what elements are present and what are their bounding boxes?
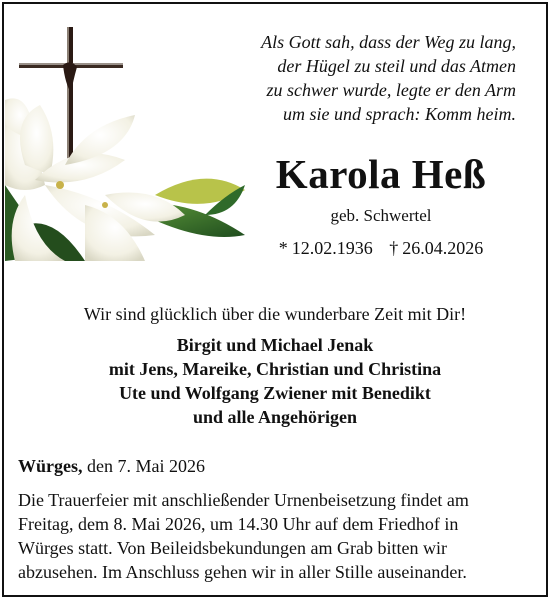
notice-line: Freitag, dem 8. Mai 2026, um 14.30 Uhr auf dem Friedhof in — [18, 514, 459, 534]
cross-with-lilies-image — [5, 5, 247, 261]
life-dates — [250, 238, 512, 259]
family-list — [0, 333, 550, 429]
birth-symbol: * — [278, 238, 288, 258]
notice-line: abzusehen. Im Anschluss gehen wir in aller Stille auseinander. — [18, 562, 467, 582]
lily-flowers-icon — [5, 98, 185, 261]
place-date — [18, 456, 205, 477]
place: Würges, — [18, 456, 83, 476]
family-line: und alle Angehörigen — [192, 407, 358, 427]
family-line: Birgit und Michael Jenak — [176, 335, 374, 355]
poem-line: Als Gott sah, dass der Weg zu lang, — [261, 32, 516, 52]
poem-line: zu schwer wurde, legte er den Arm — [266, 80, 516, 100]
family-line: mit Jens, Mareike, Christian und Christina — [108, 359, 442, 379]
maiden-name: geb. Schwertel — [330, 206, 432, 225]
family-line: Ute und Wolfgang Zwiener mit Benedikt — [119, 383, 431, 403]
birth-date-value: 12.02.1936 — [291, 238, 373, 258]
poem-line: der Hügel zu steil und das Atmen — [277, 56, 516, 76]
death-date-value: 26.04.2026 — [402, 238, 484, 258]
deceased-name: Karola Heß — [275, 151, 487, 197]
death-symbol: † — [389, 238, 399, 258]
death-date — [389, 238, 483, 258]
birth-date — [279, 238, 373, 258]
thanks-line: Wir sind glücklich über die wunderbare Zeit mit Dir! — [83, 304, 467, 324]
notice-line: Die Trauerfeier mit anschließender Urnenbeisetzung findet am — [18, 490, 469, 510]
notice-line: Würges statt. Von Beileidsbekundungen am Grab bitten wir — [18, 538, 447, 558]
funeral-notice — [18, 488, 532, 584]
date: den 7. Mai 2026 — [87, 456, 205, 476]
cross-lilies-svg — [5, 5, 247, 261]
poem-line: um sie und sprach: Komm heim. — [283, 104, 516, 124]
poem — [220, 30, 540, 126]
